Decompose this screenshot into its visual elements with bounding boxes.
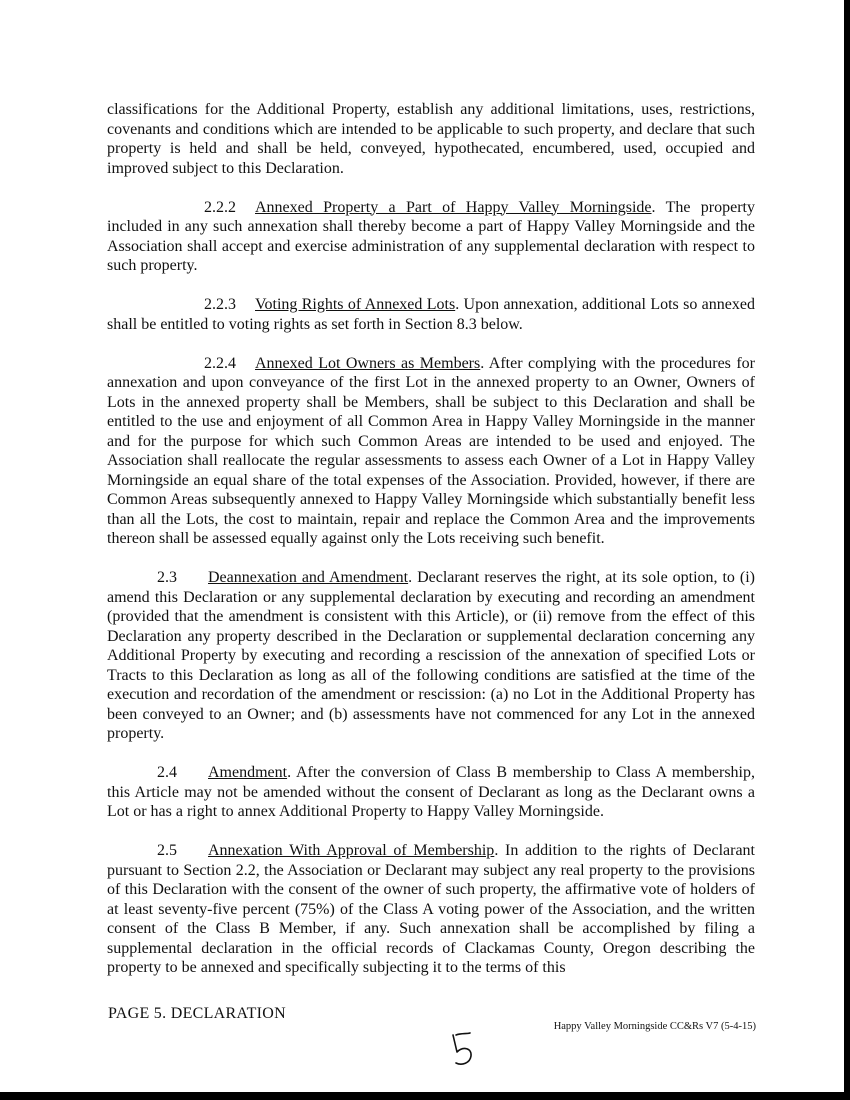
section-text: . The property included in any such annexation shall thereby become a part of Happy Valley Morningside and the Association shall accept and exercise administration of any supplemental declaration with respect to such property. xyxy=(107,198,755,274)
handwritten-page-number xyxy=(448,1030,478,1068)
section-2-2-4 xyxy=(107,354,755,549)
section-heading: Deannexation and Amendment xyxy=(208,569,409,586)
section-text: . After the conversion of Class B membership to Class A membership, this Article may not be amended without the consent of Declarant as long as the Declarant owns a Lot or has a right to annex Additional Property to Happy Valley Morningside. xyxy=(107,764,755,820)
section-text: . In addition to the rights of Declarant pursuant to Section 2.2, the Association or Declarant may subject any real property to the provisions of this Declaration with the consent of the owner of such property, the affirmative vote of holders of at least seventy-five percent (75%) of the Class A voting power of the Association, and the written consent of the Class B Member, if any. Such annexation shall be accomplished by filing a supplemental declaration in the official records of Clackamas County, Oregon describing the property to be annexed and specifically subjecting it to the terms of this xyxy=(107,842,755,976)
section-heading: Voting Rights of Annexed Lots xyxy=(255,296,456,313)
section-2-2-3 xyxy=(107,295,755,334)
section-2-3 xyxy=(107,568,755,744)
scan-border-right xyxy=(844,0,850,1100)
section-heading: Annexed Property a Part of Happy Valley Morningside xyxy=(255,198,652,216)
section-2-2-2 xyxy=(107,198,755,276)
section-2-5 xyxy=(107,841,755,978)
section-text: . Upon annexation, additional Lots so annexed shall be entitled to voting rights as set forth in Section 8.3 below. xyxy=(107,296,755,333)
paragraph-intro: classifications for the Additional Property, establish any additional limitations, uses, restrictions, covenants and conditions which are intended to be applicable to such property, and declare that such property is held and shall be held, conveyed, hypothecated, encumbered, used, occupied and improved subject to this Declaration. xyxy=(107,101,755,177)
section-heading: Annexed Lot Owners as Members xyxy=(255,354,481,372)
section-number: 2.4 xyxy=(157,764,177,781)
section-number: 2.2.3 xyxy=(204,296,236,313)
section-heading: Amendment xyxy=(208,764,288,781)
section-text: . Declarant reserves the right, at its sole option, to (i) amend this Declaration or any supplemental declaration by executing and recording an amendment (provided that the amendment is consistent with this Article), or (ii) remove from the effect of this Declaration any property described in the Declaration or supplemental declaration concerning any Additional Property by executing and recording a rescission of the annexation of specified Lots or Tracts to this Declaration as long as all of the following conditions are satisfied at the time of the execution and recordation of the amendment or rescission: (a) no Lot in the Additional Property has been conveyed to an Owner; and (b) assessments have not commenced for any Lot in the annexed property. xyxy=(107,569,756,742)
section-text: . After complying with the procedures for annexation and upon conveyance of the first Lot in the annexed property to an Owner, Owners of Lots in the annexed property shall be Members, shall be subject to this Declaration and shall be entitled to the use and enjoyment of all Common Area in Happy Valley Morningside in the manner and for the purpose for which such Common Areas are intended to be used and enjoyed. The Association shall reallocate the regular assessments to assess each Owner of a Lot in Happy Valley Morningside an equal share of the total expenses of the Association. Provided, however, if there are Common Areas subsequently annexed to Happy Valley Morningside which substantially benefit less than all the Lots, the cost to maintain, repair and replace the Common Area and the improvements thereon shall be assessed equally against only the Lots receiving such benefit. xyxy=(107,354,756,547)
page-label: PAGE 5. DECLARATION xyxy=(108,1005,287,1022)
scan-border-bottom xyxy=(0,1092,850,1100)
section-number: 2.2.4 xyxy=(204,354,236,372)
document-id: Happy Valley Morningside CC&Rs V7 (5-4-15) xyxy=(553,1021,756,1032)
section-number: 2.2.2 xyxy=(204,198,236,216)
section-number: 2.5 xyxy=(157,842,177,859)
section-2-4 xyxy=(107,763,755,822)
document-body xyxy=(107,100,755,997)
section-heading: Annexation With Approval of Membership xyxy=(208,842,495,859)
section-number: 2.3 xyxy=(157,569,177,586)
